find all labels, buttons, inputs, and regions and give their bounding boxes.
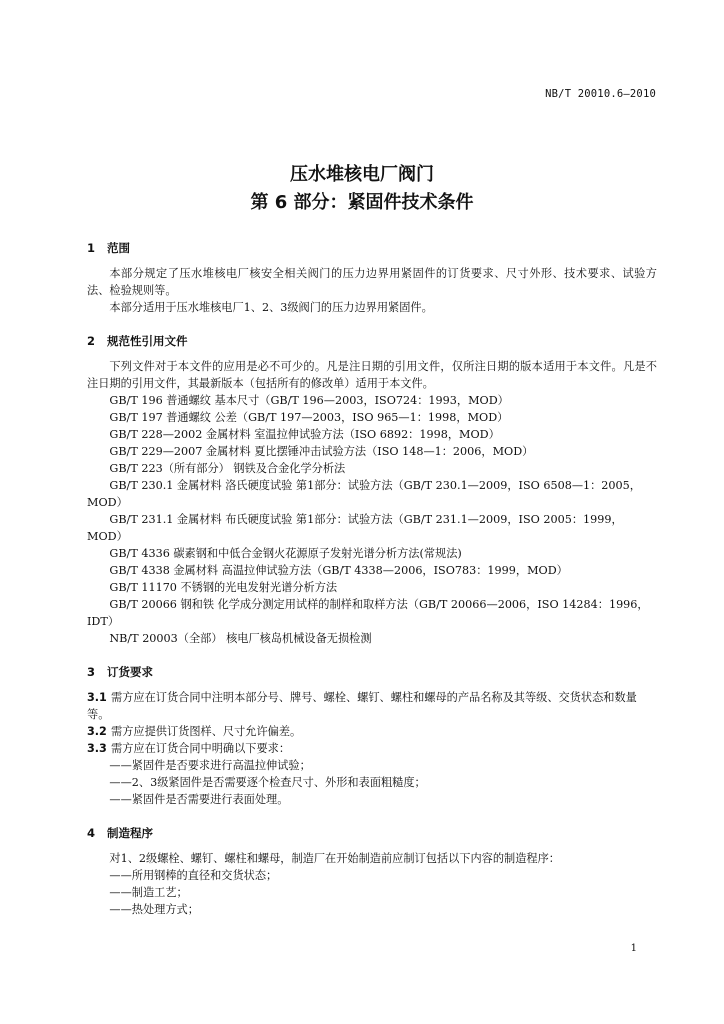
reference-item: GB/T 230.1 金属材料 洛氏硬度试验 第1部分：试验方法（GB/T 230.1—2009，ISO 6508—1：2005，MOD） [87,479,641,509]
section-heading: 2 规范性引用文件 [87,334,188,348]
reference-item: GB/T 20066 钢和铁 化学成分测定用试样的制样和取样方法（GB/T 20066—2006，ISO 14284：1996，IDT） [87,598,649,628]
reference-item: GB/T 231.1 金属材料 布氏硬度试验 第1部分：试验方法（GB/T 231.1—2009，ISO 2005：1999，MOD） [87,513,623,543]
paragraph: 对1、2级螺栓、螺钉、螺柱和螺母，制造厂在开始制造前应制订包括以下内容的制造程序： [109,852,560,865]
doc-title-main: 压水堆核电厂阀门 [290,164,434,185]
doc-title-part: 第 6 部分：紧固件技术条件 [250,192,474,213]
paragraph: 下列文件对于本文件的应用是必不可少的。凡是注日期的引用文件，仅所注日期的版本适用于本文件。凡是不注日期的引用文件，其最新版本（包括所有的修改单）适用于本文件。 [87,360,657,390]
reference-item: NB/T 20003（全部） 核电厂核岛机械设备无损检测 [109,632,372,645]
list-item: ——紧固件是否需要进行表面处理。 [109,793,289,806]
clause: 3.3 需方应在订货合同中明确以下要求： [87,742,291,755]
section-3 [87,664,657,808]
section-heading: 3 订货要求 [87,665,153,679]
reference-item: GB/T 196 普通螺纹 基本尺寸（GB/T 196—2003，ISO724：1993，MOD） [109,394,509,407]
document-body [87,240,657,935]
paragraph: 本部分适用于压水堆核电厂1、2、3级阀门的压力边界用紧固件。 [109,301,433,314]
paragraph: 本部分规定了压水堆核电厂核安全相关阀门的压力边界用紧固件的订货要求、尺寸外形、技术要求、试验方法、检验规则等。 [87,267,657,297]
section-heading: 1 范围 [87,241,130,255]
clause: 3.2 需方应提供订货图样、尺寸允许偏差。 [87,725,302,738]
section-heading: 4 制造程序 [87,826,153,840]
list-item: ——2、3级紧固件是否需要逐个检查尺寸、外形和表面粗糙度； [109,776,426,789]
list-item: ——制造工艺； [109,886,188,899]
section-4 [87,825,657,918]
reference-item: GB/T 4338 金属材料 高温拉伸试验方法（GB/T 4338—2006，ISO783：1999，MOD） [109,564,568,577]
list-item: ——所用钢棒的直径和交货状态； [109,869,278,882]
reference-item: GB/T 197 普通螺纹 公差（GB/T 197—2003，ISO 965—1：1998，MOD） [109,411,509,424]
list-item: ——紧固件是否要求进行高温拉伸试验； [109,759,311,772]
page-number: 1 [630,943,637,954]
section-1 [87,240,657,316]
reference-item: GB/T 223（所有部分） 钢铁及合金化学分析法 [109,462,346,475]
standard-code: NB/T 20010.6—2010 [545,88,656,100]
clause: 3.1 需方应在订货合同中注明本部分号、牌号、螺栓、螺钉、螺柱和螺母的产品名称及其等级、交货状态和数量等。 [87,691,637,721]
section-2 [87,333,657,647]
reference-item: GB/T 228—2002 金属材料 室温拉伸试验方法（ISO 6892：1998，MOD） [109,428,500,441]
reference-item: GB/T 4336 碳素钢和中低合金钢火花源原子发射光谱分析方法(常规法) [109,547,462,560]
list-item: ——热处理方式； [109,903,199,916]
reference-item: GB/T 229—2007 金属材料 夏比摆锤冲击试验方法（ISO 148—1：2006，MOD） [109,445,534,458]
reference-item: GB/T 11170 不锈钢的光电发射光谱分析方法 [109,581,338,594]
